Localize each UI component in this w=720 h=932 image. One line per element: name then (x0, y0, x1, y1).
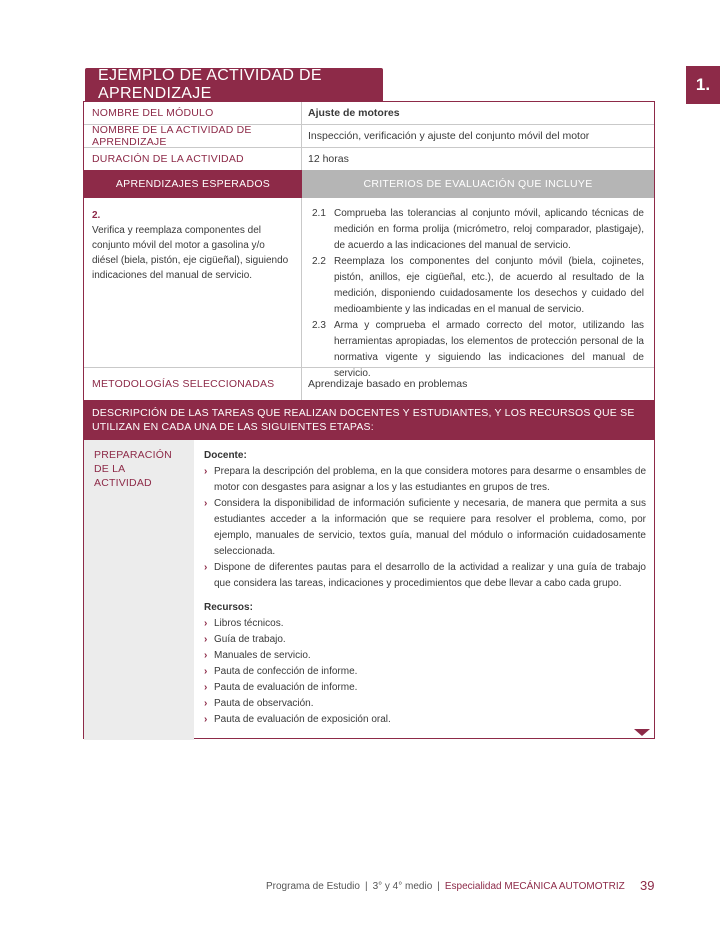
resources-title: Recursos: (204, 602, 253, 613)
teacher-item-text: Considera la disponibilidad de información suficiente y necesaria, de manera que permita a sus estudiantes acceder a la información que se requiere para resolver el problema, como, por ejemplo, manuales de servicio, textos guía, manual del módulo o información cuidadosamente seleccionada. (214, 498, 646, 557)
resource-item (204, 664, 646, 680)
resource-item (204, 616, 646, 632)
resource-item-text: Pauta de evaluación de informe. (214, 682, 358, 693)
stage-label: PREPARACIÓN DE LA ACTIVIDAD (84, 440, 194, 740)
footer-level: 3° y 4° medio (372, 881, 433, 892)
methodology-value: Aprendizaje basado en problemas (308, 378, 468, 390)
module-label: NOMBRE DEL MÓDULO (84, 102, 302, 124)
criteria-cell (302, 198, 654, 379)
expected-learning-header: APRENDIZAJES ESPERADOS (84, 170, 302, 198)
stage-content (194, 440, 654, 740)
duration-value: 12 horas (308, 153, 349, 165)
page-title: EJEMPLO DE ACTIVIDAD DE APRENDIZAJE (85, 68, 383, 101)
teacher-item (204, 496, 646, 560)
chevron-right-icon: › (204, 466, 208, 477)
chevron-right-icon: › (204, 698, 208, 709)
chevron-right-icon: › (204, 666, 208, 677)
stage-row (84, 440, 654, 740)
resource-item-text: Pauta de confección de informe. (214, 666, 358, 677)
activity-row (84, 125, 654, 148)
criterion-number: 2.3 (312, 320, 326, 331)
expected-learning-text: Verifica y reemplaza componentes del conjunto móvil del motor a gasolina y/o diésel (biela, pistón, eje cigüeñal), siguiendo indicaciones del manual de servicio. (92, 225, 289, 281)
chevron-right-icon: › (204, 714, 208, 725)
module-value: Ajuste de motores (308, 107, 400, 119)
expected-learning-number: 2. (92, 210, 101, 221)
resource-item (204, 632, 646, 648)
module-row (84, 102, 654, 125)
teacher-item-text: Dispone de diferentes pautas para el desarrollo de la actividad a realizar y una guía de trabajo que considera las tareas, indicaciones y procedimientos que debe llevar a cabo cada grupo. (214, 562, 646, 589)
duration-row (84, 148, 654, 170)
footer-specialty: Especialidad MECÁNICA AUTOMOTRIZ (444, 881, 625, 892)
expected-learning-cell (84, 198, 302, 367)
description-header: DESCRIPCIÓN DE LAS TAREAS QUE REALIZAN DOCENTES Y ESTUDIANTES, Y LOS RECURSOS QUE SE UTILIZAN EN CADA UNA DE LAS SIGUIENTES ETAPAS: (84, 400, 654, 440)
activity-label: NOMBRE DE LA ACTIVIDAD DE APRENDIZAJE (84, 125, 302, 147)
teacher-item-text: Prepara la descripción del problema, en la que considera motores para desarme o ensambles de motor con desgastes para asignar a los y las estudiantes en grupos de tres. (214, 466, 646, 493)
chevron-right-icon: › (204, 618, 208, 629)
criterion-number: 2.2 (312, 256, 326, 267)
resource-item-text: Pauta de evaluación de exposición oral. (214, 714, 391, 725)
activity-table (83, 101, 655, 739)
resource-item-text: Pauta de observación. (214, 698, 314, 709)
criterion-number: 2.1 (312, 208, 326, 219)
learning-criteria-row (84, 198, 654, 379)
duration-label: DURACIÓN DE LA ACTIVIDAD (84, 148, 302, 170)
criteria-header: CRITERIOS DE EVALUACIÓN QUE INCLUYE (302, 170, 654, 198)
criterion-text: Comprueba las tolerancias al conjunto móvil, aplicando técnicas de medición en forma prolija (micrómetro, reloj comparador, plastigaje), de acuerdo a las indicaciones del manual de servicio. (334, 208, 644, 251)
footer-program: Programa de Estudio (266, 881, 360, 892)
page-footer: Programa de Estudio | 3° y 4° medio | Especialidad MECÁNICA AUTOMOTRIZ 39 (266, 878, 655, 893)
teacher-item (204, 464, 646, 496)
chevron-right-icon: › (204, 650, 208, 661)
activity-value: Inspección, verificación y ajuste del conjunto móvil del motor (308, 130, 590, 142)
resource-item-text: Manuales de servicio. (214, 650, 311, 661)
resource-item-text: Guía de trabajo. (214, 634, 286, 645)
resource-item (204, 712, 646, 728)
resource-item (204, 680, 646, 696)
criterion-item (312, 254, 644, 318)
resource-item (204, 696, 646, 712)
criterion-text: Reemplaza los componentes del conjunto móvil (biela, cojinetes, pistón, anillos, eje cigüeñal, etc.), de acuerdo al resultado de la medición, disponiendo cuidadosamente los desechos y cuidado del medioambiente y las indicadas en el manual de servicio. (334, 256, 644, 315)
teacher-title: Docente: (204, 450, 247, 461)
criterion-item (312, 206, 644, 254)
methodology-label: METODOLOGÍAS SELECCIONADAS (84, 368, 302, 400)
teacher-item (204, 560, 646, 592)
section-header-row (84, 170, 654, 198)
page-number: 39 (640, 878, 655, 893)
chevron-right-icon: › (204, 634, 208, 645)
chevron-right-icon: › (204, 498, 208, 509)
resource-item-text: Libros técnicos. (214, 618, 284, 629)
chevron-right-icon: › (204, 682, 208, 693)
resource-item (204, 648, 646, 664)
chapter-number-tab: 1. (686, 66, 720, 104)
chevron-right-icon: › (204, 562, 208, 573)
continue-arrow-icon (634, 729, 650, 736)
criterion-text: Arma y comprueba el armado correcto del motor, utilizando las herramientas apropiadas, los elementos de protección personal de la normativa vigente y siguiendo las indicaciones del manual de servicio. (334, 320, 644, 379)
methodology-row (84, 368, 654, 400)
